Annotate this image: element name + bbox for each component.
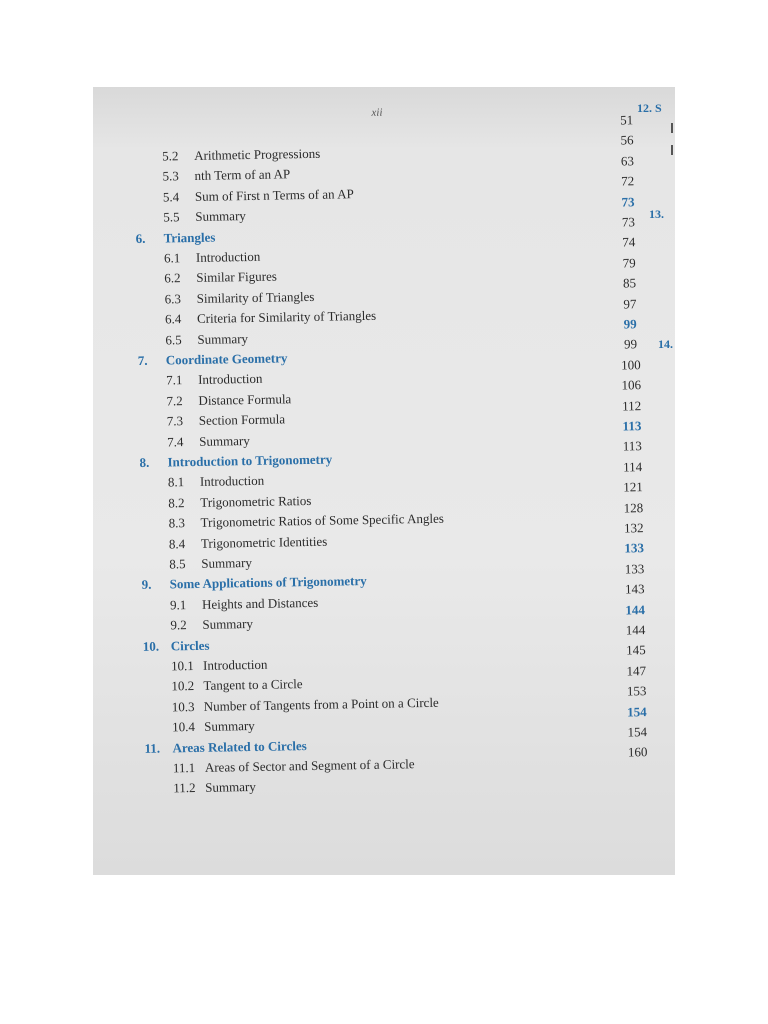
toc-entry-title: Introduction xyxy=(197,371,263,388)
toc-page-number: 79 xyxy=(622,255,636,271)
toc-chapter-row xyxy=(138,350,288,369)
toc-section-row xyxy=(169,533,328,552)
toc-entry-title: Criteria for Similarity of Triangles xyxy=(196,307,377,327)
toc-page-number: 160 xyxy=(627,744,648,760)
toc-entry-number: 6.5 xyxy=(165,331,182,348)
toc-entry-title: Number of Tangents from a Point on a Circle xyxy=(203,694,439,714)
toc-section-row xyxy=(172,695,439,716)
toc-entry-number: 5.5 xyxy=(163,209,180,225)
toc-entry-title: Trigonometric Ratios xyxy=(200,492,312,510)
toc-entry-number: 8.2 xyxy=(168,494,185,511)
toc-entry-number: 9.2 xyxy=(170,617,187,633)
toc-page-number: 147 xyxy=(626,662,647,679)
toc-entry-title: Summary xyxy=(199,432,250,449)
toc-entry-number: 11. xyxy=(144,740,161,756)
toc-section-row xyxy=(163,208,246,225)
toc-entry-title: Similarity of Triangles xyxy=(196,288,315,306)
toc-entry-title: Heights and Distances xyxy=(201,594,319,612)
toc-entry-title: Section Formula xyxy=(198,411,286,429)
toc-section-row xyxy=(172,718,255,735)
toc-page-number: 56 xyxy=(620,132,634,148)
toc-entry-title: Coordinate Geometry xyxy=(165,350,288,368)
toc-page-number: 97 xyxy=(623,295,637,312)
facing-page-mark xyxy=(671,145,673,155)
toc-chapter-row xyxy=(139,452,332,471)
facing-page-entry-13: 13. xyxy=(649,207,664,221)
toc-section-row xyxy=(162,146,320,165)
toc-page-number: 114 xyxy=(623,458,643,475)
toc-chapter-row xyxy=(144,738,306,757)
toc-entry-number: 11.1 xyxy=(172,760,196,776)
toc-entry-title: Summary xyxy=(197,330,249,347)
toc-chapter-row xyxy=(143,637,210,654)
toc-page-number: 154 xyxy=(627,724,648,740)
toc-page-number: 133 xyxy=(624,540,645,556)
toc-entry-title: Summary xyxy=(202,616,254,633)
toc-section-row xyxy=(165,308,376,328)
toc-page-number: 145 xyxy=(626,642,646,658)
toc-entry-title: Introduction xyxy=(199,473,265,490)
toc-entry-title: Summary xyxy=(201,554,253,571)
toc-page-number: 143 xyxy=(624,581,645,597)
toc-page-number: 113 xyxy=(622,438,642,454)
toc-entry-title: Trigonometric Ratios of Some Specific Angles xyxy=(200,510,444,531)
toc-entry-title: Some Applications of Trigonometry xyxy=(169,573,367,592)
toc-page-number: 72 xyxy=(621,173,635,189)
toc-entry-title: Areas Related to Circles xyxy=(172,737,307,756)
toc-page-number: 99 xyxy=(623,316,637,332)
toc-entry-title: Distance Formula xyxy=(198,391,292,408)
toc-page-number: 112 xyxy=(621,397,642,414)
contents-page xyxy=(133,87,675,867)
toc-section-row xyxy=(166,371,263,389)
toc-entry-title: Introduction xyxy=(195,248,261,265)
toc-entry-title: Introduction xyxy=(202,656,268,673)
toc-entry-title: Trigonometric Identities xyxy=(200,533,328,551)
toc-entry-number: 10.2 xyxy=(171,678,195,694)
toc-section-row xyxy=(173,779,256,796)
toc-section-row xyxy=(166,391,291,409)
toc-section-row xyxy=(169,555,252,572)
toc-entry-number: 8. xyxy=(139,454,150,470)
toc-entry-number: 7.2 xyxy=(166,392,183,409)
page-folio: xii xyxy=(371,106,383,119)
toc-page-number: 51 xyxy=(620,112,634,128)
toc-entry-number: 8.5 xyxy=(169,556,186,572)
toc-entry-number: 8.4 xyxy=(168,535,186,552)
toc-entry-number: 8.1 xyxy=(167,474,185,490)
toc-section-row xyxy=(173,756,415,776)
toc-page-number: 153 xyxy=(626,683,647,699)
toc-section-row xyxy=(168,493,311,511)
toc-entry-number: 6.3 xyxy=(164,290,182,307)
toc-entry-title: Summary xyxy=(205,779,256,796)
toc-entry-number: 6.4 xyxy=(164,311,182,327)
toc-entry-title: Tangent to a Circle xyxy=(203,676,303,694)
toc-page-number: 121 xyxy=(623,479,643,495)
toc-entry-number: 7. xyxy=(137,352,148,368)
toc-entry-number: 10.1 xyxy=(170,658,194,674)
toc-entry-title: Introduction to Trigonometry xyxy=(167,451,333,470)
toc-page-number: 154 xyxy=(627,703,647,720)
toc-entry-title: Summary xyxy=(195,208,246,225)
toc-page-number: 74 xyxy=(622,234,636,250)
toc-entry-title: nth Term of an AP xyxy=(194,166,291,184)
toc-section-row xyxy=(167,412,286,430)
toc-entry-number: 9.1 xyxy=(169,596,187,613)
toc-section-row xyxy=(170,616,253,633)
toc-entry-number: 7.4 xyxy=(167,433,184,450)
toc-entry-number: 6.2 xyxy=(164,270,181,286)
facing-page-mark xyxy=(671,123,673,133)
toc-page-number: 85 xyxy=(622,275,637,291)
toc-entry-number: 8.3 xyxy=(168,515,185,531)
toc-section-row xyxy=(164,269,277,287)
toc-page-number: 63 xyxy=(620,153,634,169)
toc-entry-number: 9. xyxy=(141,577,152,593)
toc-section-row xyxy=(171,657,268,675)
toc-entry-title: Similar Figures xyxy=(196,268,277,286)
toc-entry-number: 10.4 xyxy=(172,719,196,735)
toc-section-row xyxy=(168,511,443,532)
toc-page-number: 99 xyxy=(623,336,638,352)
toc-page-number: 73 xyxy=(621,214,636,230)
toc-page-number: 128 xyxy=(623,499,644,516)
toc-section-row xyxy=(170,595,319,614)
toc-section-row xyxy=(168,473,265,491)
facing-page-entry-12: 12. S xyxy=(637,101,662,115)
toc-section-row xyxy=(165,289,315,308)
toc-entry-number: 10. xyxy=(142,638,160,654)
toc-page-number: 113 xyxy=(622,418,642,434)
toc-entry-number: 5.2 xyxy=(162,148,179,164)
toc-page-number: 100 xyxy=(621,356,641,373)
toc-page-number: 106 xyxy=(621,377,642,393)
toc-entry-number: 11.2 xyxy=(173,780,196,796)
toc-entry-number: 10.3 xyxy=(171,698,195,715)
toc-section-row xyxy=(164,249,261,267)
toc-entry-number: 6. xyxy=(135,230,146,246)
toc-entry-number: 5.3 xyxy=(162,168,179,184)
toc-section-row xyxy=(163,186,354,205)
toc-section-row xyxy=(165,331,248,348)
toc-entry-title: Triangles xyxy=(163,229,216,246)
toc-chapter-row xyxy=(136,229,216,246)
book-photo xyxy=(93,87,675,875)
toc-entry-number: 7.1 xyxy=(165,372,183,388)
toc-page-number: 73 xyxy=(621,193,635,210)
toc-page-number: 144 xyxy=(625,622,646,638)
toc-entry-title: Arithmetic Progressions xyxy=(194,145,321,163)
toc-section-row xyxy=(167,433,250,450)
facing-page-entry-14: 14. xyxy=(658,337,673,351)
toc-page-number: 132 xyxy=(623,520,644,536)
toc-entry-title: Sum of First n Terms of an AP xyxy=(194,185,354,204)
toc-page-number: 133 xyxy=(624,560,645,577)
toc-entry-title: Areas of Sector and Segment of a Circle xyxy=(204,756,415,775)
toc-entry-title: Summary xyxy=(204,718,255,735)
toc-entry-number: 5.4 xyxy=(162,189,180,205)
toc-section-row xyxy=(162,167,290,185)
toc-entry-number: 7.3 xyxy=(166,413,184,429)
toc-chapter-row xyxy=(142,573,367,593)
toc-entry-number: 6.1 xyxy=(163,250,181,266)
toc-entry-title: Circles xyxy=(170,637,210,654)
toc-section-row xyxy=(171,677,302,695)
toc-page-number: 144 xyxy=(625,601,646,618)
